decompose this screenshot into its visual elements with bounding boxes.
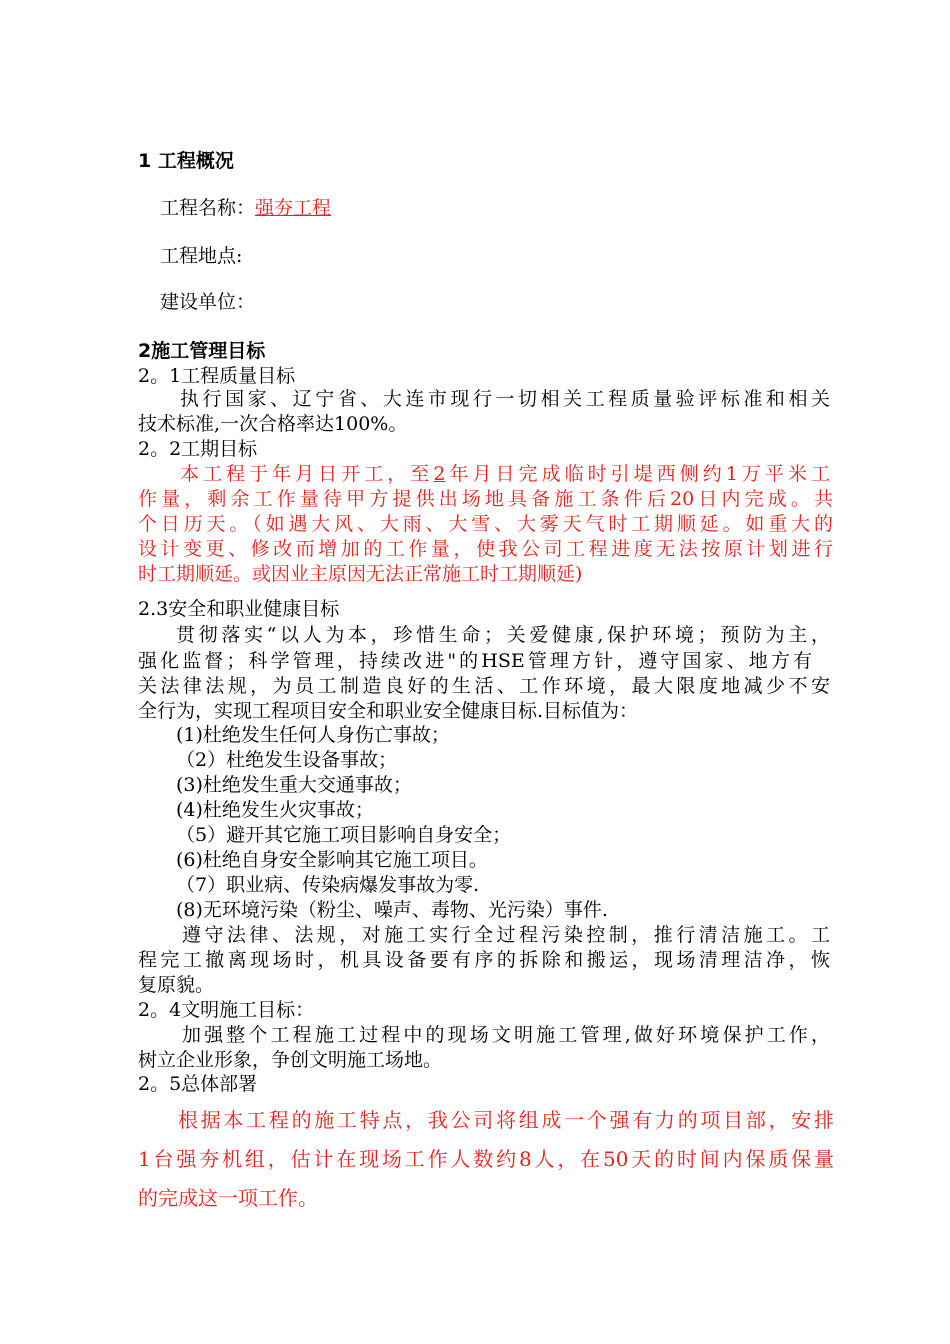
safety-item: （2）杜绝发生设备事故； — [176, 749, 398, 771]
quality-line-2: 技术标准,一次合格率达100%。 — [138, 413, 408, 435]
safety-title: 2.3安全和职业健康目标 — [138, 598, 340, 620]
safety-item: (4)杜绝发生火灾事故； — [176, 799, 374, 821]
safety-item: (3)杜绝发生重大交通事故； — [176, 774, 412, 796]
section-2-title: 2施工管理目标 — [138, 340, 266, 362]
schedule-line-1 — [180, 461, 830, 487]
safety-line-2: 强化监督；科学管理，持续改进"的HSE管理方针，遵守国家、地方有 — [138, 650, 812, 672]
project-owner-label: 建设单位： — [160, 291, 256, 313]
environment-line-1: 遵守法律、法规，对施工实行全过程污染控制，推行清洁施工。工 — [182, 924, 830, 946]
civilized-line-2: 树立企业形象，争创文明施工场地。 — [138, 1049, 443, 1071]
quality-title: 2。1工程质量目标 — [138, 365, 296, 387]
quality-line-1: 执行国家、辽宁省、大连市现行一切相关工程质量验评标准和相关 — [180, 388, 830, 410]
project-name-row — [160, 195, 331, 221]
project-site-label: 工程地点: — [160, 245, 243, 267]
schedule-line-2: 作量，剩余工作量待甲方提供出场地具备施工条件后20日内完成。共 — [138, 488, 833, 510]
civilized-title: 2。4文明施工目标： — [138, 999, 315, 1021]
schedule-line-1a: 本工程于年月日开工，至 — [180, 463, 434, 485]
safety-item: (1)杜绝发生任何人身伤亡事故； — [176, 724, 450, 746]
project-name-label: 工程名称： — [160, 197, 256, 219]
schedule-line-5: 时工期顺延。或因业主原因无法正常施工时工期顺延) — [138, 563, 583, 585]
schedule-title: 2。2工期目标 — [138, 438, 258, 460]
safety-item: (8)无环境污染（粉尘、噪声、毒物、光污染）事件. — [176, 899, 608, 921]
safety-line-1: 贯彻落实“以人为本，珍惜生命；关爱健康,保护环境；预防为主， — [176, 624, 830, 646]
civilized-line-1: 加强整个工程施工过程中的现场文明施工管理,做好环境保护工作， — [182, 1024, 830, 1046]
safety-item: （5）避开其它施工项目影响自身安全； — [176, 824, 512, 846]
safety-item: (6)杜绝自身安全影响其它施工项目。 — [176, 849, 488, 871]
project-name-value[interactable]: 强夯工程 — [255, 197, 332, 219]
deployment-line-3: 的完成这一项工作。 — [138, 1186, 318, 1210]
environment-line-3: 复原貌。 — [138, 974, 215, 996]
safety-item: （7）职业病、传染病爆发事故为零. — [176, 874, 480, 896]
schedule-line-1c: 年月日完成临时引堤西侧约1万平米工 — [445, 463, 830, 485]
environment-line-2: 程完工撤离现场时，机具设备要有序的拆除和搬运，现场清理洁净，恢 — [138, 949, 830, 971]
section-1-title: 1 工程概况 — [138, 150, 234, 172]
safety-line-4: 全行为，实现工程项目安全和职业安全健康目标.目标值为： — [138, 700, 639, 722]
schedule-line-4: 设计变更、修改而增加的工作量，使我公司工程进度无法按原计划进行 — [138, 538, 833, 560]
deployment-title: 2。5总体部署 — [138, 1073, 258, 1095]
schedule-year-underlined: 2 — [433, 463, 446, 485]
deployment-line-2: 1台强夯机组，估计在现场工作人数约8人，在50天的时间内保质保量 — [138, 1147, 834, 1171]
safety-line-3: 关法律法规，为员工制造良好的生活、工作环境，最大限度地减少不安 — [138, 675, 830, 697]
schedule-line-3: 个日历天。（如遇大风、大雨、大雪、大雾天气时工期顺延。如重大的 — [138, 513, 833, 535]
deployment-line-1: 根据本工程的施工特点，我公司将组成一个强有力的项目部，安排 — [178, 1108, 834, 1132]
